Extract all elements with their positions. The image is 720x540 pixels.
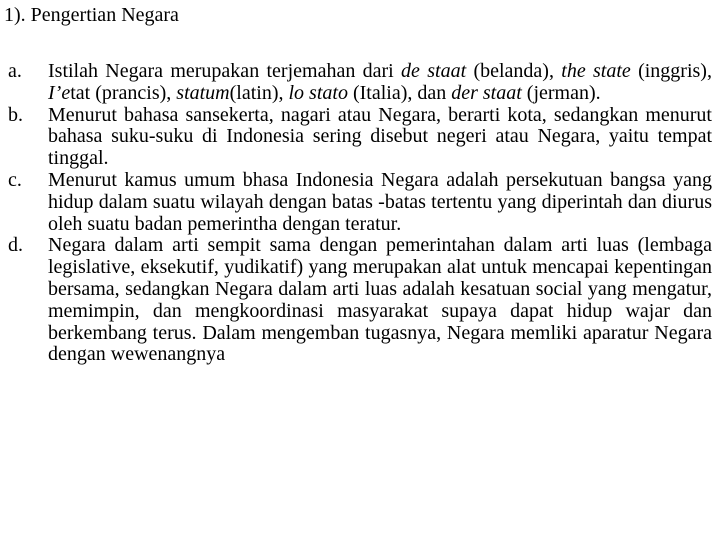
- text-segment: Istilah Negara merupakan terjemahan dari: [48, 60, 402, 82]
- list-item-marker: d.: [8, 234, 23, 257]
- text-segment: (inggris),: [630, 60, 712, 82]
- list-item: [8, 105, 712, 170]
- text-segment: tat (prancis),: [70, 81, 177, 104]
- italic-term: lo stato: [288, 81, 348, 104]
- text-segment: Negara dalam arti sempit sama dengan pemerintahan dalam arti luas (lembaga legislative, eksekutif, yudikatif) yang merupakan alat untuk mencapai kepentingan bersama, sedangkan Negara dalam arti luas adalah kesatuan social yang mengatur, memimpin, dan mengkoordinasi masyarakat supaya dapat hidup wajar dan berkembang terus. Dalam mengemban tugasnya, Negara memliki aparatur Negara dengan wewenangnya: [48, 234, 712, 366]
- text-segment: (jerman).: [521, 81, 601, 104]
- definition-list: [8, 61, 712, 366]
- italic-term: der staat: [451, 81, 522, 104]
- list-item-marker: b.: [8, 103, 23, 126]
- text-segment: (belanda),: [466, 60, 562, 82]
- list-item-text: [48, 169, 712, 235]
- list-item: [8, 235, 712, 366]
- list-item-text: [48, 234, 712, 365]
- text-segment: (latin),: [229, 81, 289, 104]
- text-segment: Menurut kamus umum bhasa Indonesia Negara adalah persekutuan bangsa yang hidup dalam suatu wilayah dengan batas -batas tertentu yang diperintah dan diurus oleh suatu badan pemerintha dengan teratur.: [48, 168, 712, 235]
- list-item-text: [48, 104, 712, 170]
- text-segment: Menurut bahasa sansekerta, nagari atau Negara, berarti kota, sedangkan menurut bahasa suku-suku di Indonesia sering disebut negeri atau Negara, yaitu tempat tinggal.: [48, 103, 712, 170]
- list-item: [8, 170, 712, 235]
- italic-term: de staat: [401, 60, 467, 82]
- list-item-marker: a.: [8, 60, 22, 82]
- list-item-marker: c.: [8, 168, 22, 191]
- italic-term: the state: [561, 60, 631, 82]
- italic-term: statum: [176, 81, 230, 104]
- text-segment: (Italia), dan: [347, 81, 452, 104]
- section-heading: 1). Pengertian Negara: [4, 4, 179, 26]
- list-item: [8, 61, 712, 105]
- italic-term: I’e: [48, 81, 71, 104]
- list-item-text: [48, 60, 712, 104]
